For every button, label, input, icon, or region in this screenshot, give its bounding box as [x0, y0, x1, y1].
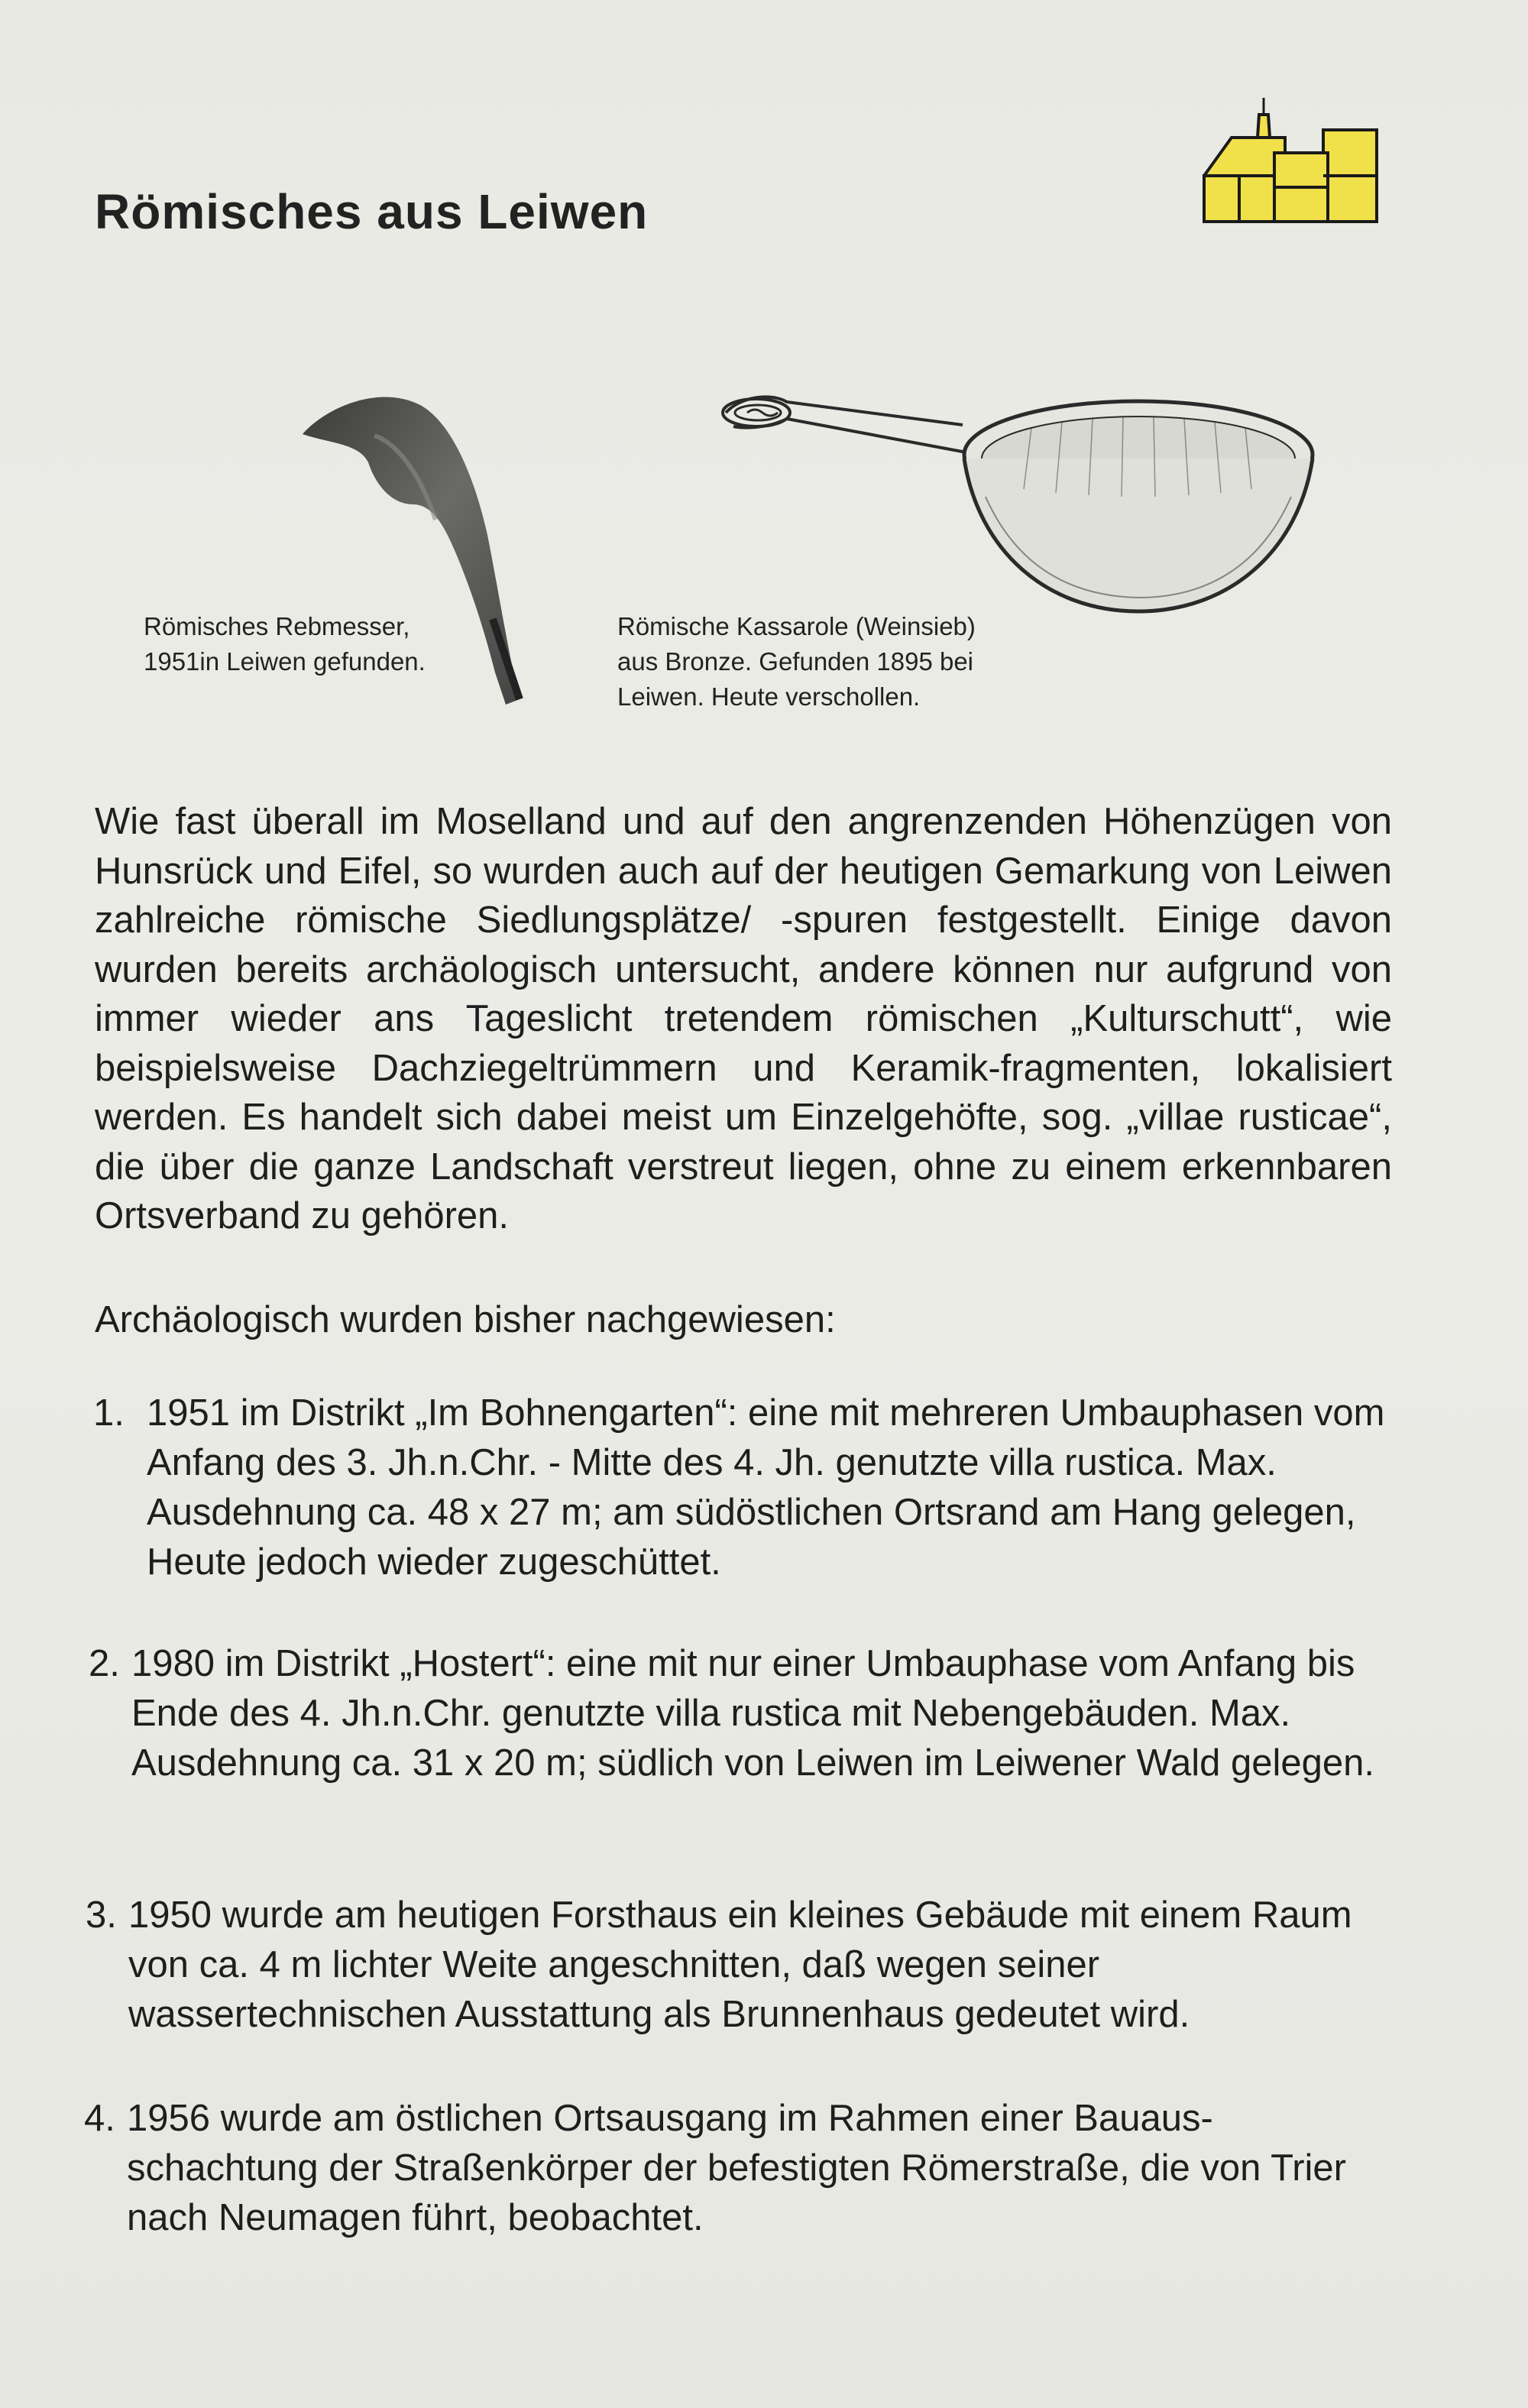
list-number: 4. [84, 2098, 115, 2139]
village-buildings-icon [1201, 92, 1384, 229]
list-text: 1950 wurde am heutigen Forsthaus ein kleines Gebäude mit einem Raum von ca. 4 m lichter Weite angeschnitten, daß wegen seiner wassertechnischen Ausstattung als Brunnenhaus gedeutet wird. [128, 1894, 1352, 2035]
knife-caption: Römisches Rebmesser, 1951in Leiwen gefunden. [144, 612, 426, 676]
list-number: 2. [89, 1643, 120, 1684]
list-number: 3. [86, 1894, 117, 1936]
list-item [89, 1639, 1395, 1788]
list-text: 1980 im Distrikt „Hostert“: eine mit nur einer Umbauphase vom Anfang bis Ende des 4. Jh.n.Chr. genutzte villa rustica mit Nebengebäuden. Max. Ausdehnung ca. 31 x 20 m; südlich von Leiwen im Leiwener Wald gelegen. [131, 1643, 1375, 1784]
pan-caption: Römische Kassarole (Weinsieb) aus Bronze. Gefunden 1895 bei Leiwen. Heute verschollen. [617, 612, 976, 711]
list-item [84, 2094, 1383, 2243]
list-number: 1. [93, 1392, 125, 1434]
list-text: 1956 wurde am östlichen Ortsausgang im Rahmen einer Bauaus-schachtung der Straßenkörper der befestigten Römerstraße, die von Trier nach Neumagen führt, beobachtet. [127, 2098, 1346, 2238]
roman-casserole-pan-illustration [711, 382, 1322, 627]
list-text: 1951 im Distrikt „Im Bohnengarten“: eine mit mehreren Umbauphasen vom Anfang des 3. Jh.n.Chr. - Mitte des 4. Jh. genutzte villa rustica. Max. Ausdehnung ca. 48 x 27 m; am südöstlichen Ortsrand am Hang gelegen, Heute jedoch wieder zugeschüttet. [147, 1392, 1385, 1583]
findings-heading: Archäologisch wurden bisher nachgewiesen: [95, 1299, 836, 1340]
list-item [86, 1891, 1384, 2040]
intro-paragraph: Wie fast überall im Moselland und auf den angrenzenden Höhenzügen von Hunsrück und Eifel, so wurden auch auf der heutigen Gemarkung von Leiwen zahlreiche römische Siedlungsplätze/ -spuren festgestellt. Einige davon wurden bereits archäologisch untersucht, andere können nur aufgrund von immer wieder ans Tageslicht tretendem römischen „Kulturschutt“, wie beispielsweise Dachziegeltrümmern und Keramik-fragmenten, lokalisiert werden. Es handelt sich dabei meist um Einzelgehöfte, sog. „villae rusticae“, die über die ganze Landschaft verstreut liegen, ohne zu einem erkennbaren Ortsverband zu gehören. [95, 801, 1392, 1236]
list-item [93, 1389, 1392, 1587]
page-title: Römisches aus Leiwen [95, 184, 649, 239]
